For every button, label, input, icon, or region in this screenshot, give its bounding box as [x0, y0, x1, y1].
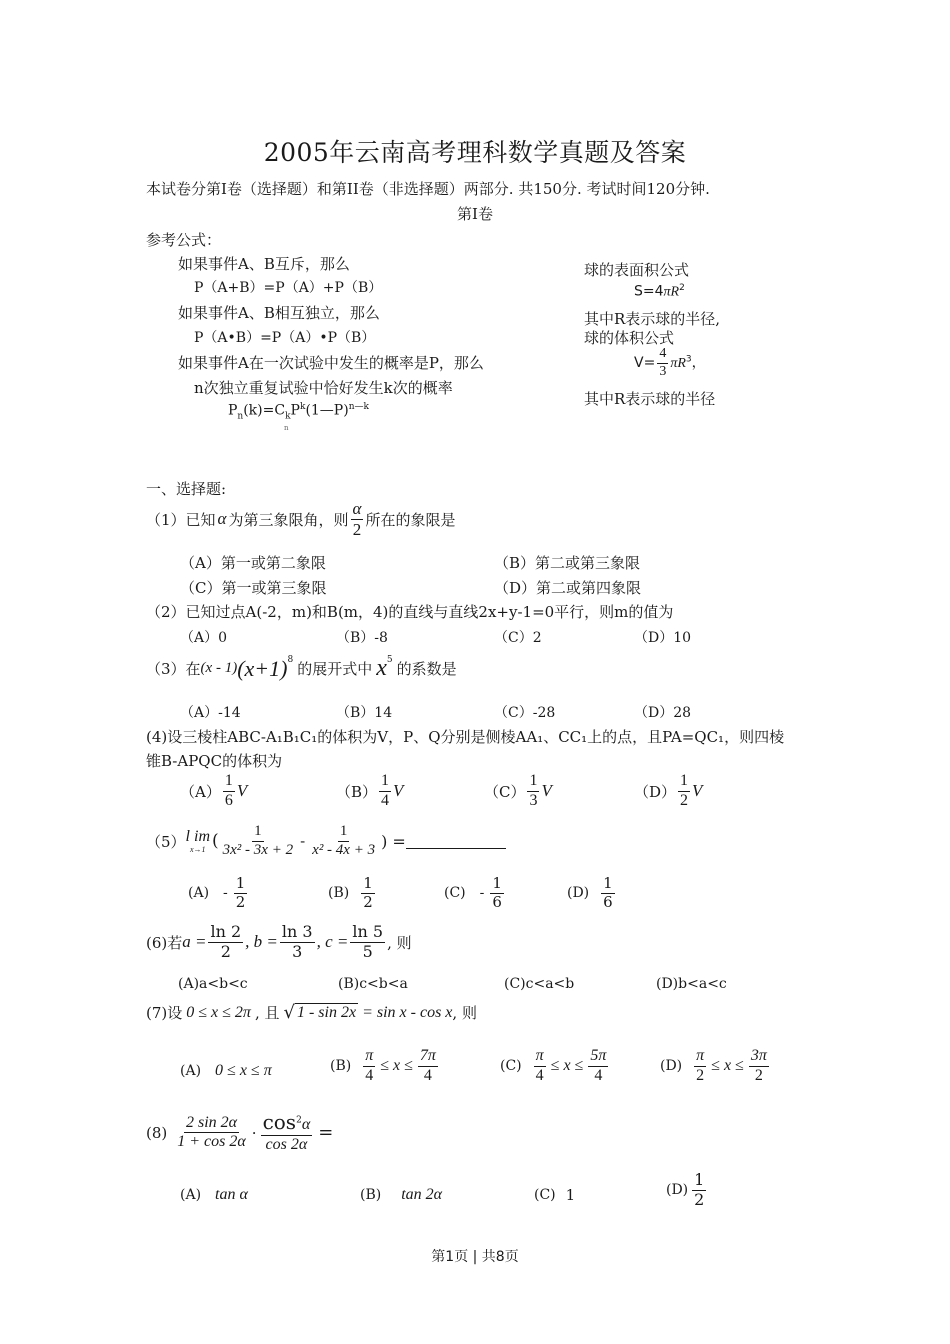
- binomial-nk: n—k: [348, 402, 369, 412]
- q4-option-b[interactable]: [336, 773, 403, 810]
- q7-c-label: (C): [500, 1058, 522, 1075]
- q1-option-c[interactable]: （C）第一或第三象限: [180, 579, 327, 597]
- q7-tail: , 则: [452, 1004, 477, 1022]
- formula-line: 如果事件A在一次试验中发生的概率是P，那么: [178, 354, 484, 372]
- q7-eq: = sin x - cos x: [362, 1003, 453, 1021]
- q7-c-le: ≤ x ≤: [550, 1057, 584, 1075]
- q7-c-frac-1: $\frac{\pi}{4}$: [535, 1047, 544, 1084]
- page-title: 2005年云南高考理科数学真题及答案: [263, 138, 687, 167]
- formula-line: 如果事件A、B互斥，那么: [178, 255, 350, 273]
- radius-note-2: 其中R表示球的半径: [584, 390, 716, 408]
- q5-option-d[interactable]: [567, 876, 617, 911]
- q5-lim: l im: [185, 828, 210, 846]
- q1-option-d[interactable]: （D）第二或第四象限: [494, 579, 642, 597]
- q3-option-a[interactable]: （A）-14: [180, 705, 241, 721]
- q3-option-d[interactable]: （D）28: [634, 705, 692, 721]
- q5-close: ) =: [381, 831, 406, 851]
- q8-sq: 2: [296, 1115, 302, 1126]
- q7-range: 0 ≤ x ≤ 2π: [186, 1003, 251, 1021]
- q4-b-label: （B）: [336, 782, 378, 801]
- binomial-formula: [228, 402, 369, 421]
- q5-b-frac: $\frac{1}{2}$: [363, 874, 373, 911]
- q7-b-frac-1: $\frac{\pi}{4}$: [365, 1047, 374, 1084]
- q8-a-label: (A): [180, 1187, 202, 1203]
- volume-v: V=: [634, 355, 656, 372]
- q3-tail: 的系数是: [396, 660, 457, 678]
- q1-stem-b: 为第三象限角，则: [228, 510, 349, 529]
- q4-d-frac: $\frac{1}{2}$: [680, 772, 689, 809]
- q6-option-b[interactable]: (B)c<b<a: [338, 976, 408, 992]
- q7-d-frac-1: $\frac{\pi}{2}$: [696, 1047, 705, 1084]
- q8-frac-2-den: cos 2α: [265, 1135, 308, 1153]
- q8-frac-1: $\frac{2 \sin 2\alpha}{1 + \cos 2\alpha}$: [177, 1113, 246, 1151]
- binomial-k: (k)=C: [243, 402, 286, 419]
- q8-c-label: (C): [534, 1187, 556, 1203]
- q7-mid: , 且: [254, 1004, 280, 1022]
- q3-expr1: (x - 1): [200, 660, 238, 676]
- q3-expr2: (x+1): [237, 655, 288, 681]
- q7-b-frac-2: $\frac{7\pi}{4}$: [419, 1047, 436, 1084]
- q3-option-c[interactable]: （C）-28: [494, 705, 556, 721]
- q8-option-c[interactable]: [534, 1186, 575, 1204]
- question-6-stem: [146, 924, 412, 961]
- q4-option-a[interactable]: [180, 773, 247, 810]
- q5-answer-blank[interactable]: [406, 834, 506, 849]
- q5-lead: （5）: [146, 832, 186, 851]
- q5-minus: -: [300, 832, 306, 851]
- q2-option-b[interactable]: （B）-8: [336, 630, 388, 646]
- q3-option-b[interactable]: （B）14: [336, 705, 393, 721]
- q6-tail: , 则: [387, 933, 412, 952]
- q8-option-b[interactable]: [360, 1186, 442, 1204]
- q4-c-frac: $\frac{1}{3}$: [529, 772, 538, 809]
- binomial-pp: P: [290, 402, 300, 419]
- q4-d-label: （D）: [634, 782, 677, 801]
- q7-c-frac-2: $\frac{5\pi}{4}$: [590, 1047, 607, 1084]
- q7-d-le: ≤ x ≤: [711, 1057, 744, 1075]
- q3-x: x: [376, 655, 387, 681]
- q8-d-frac: $\frac{1}{2}$: [694, 1170, 705, 1209]
- question-3-stem: [146, 655, 457, 682]
- question-2-stem: （2）已知过点A(-2，m)和B(m，4)的直线与直线2x+y-1=0平行，则m的值为: [146, 603, 674, 621]
- binomial-p: P: [228, 402, 238, 419]
- q6-b-frac: $\frac{\ln 3}{3}$: [281, 922, 313, 961]
- q6-c-frac: $\frac{\ln 5}{5}$: [352, 922, 384, 961]
- q8-a-value: tan α: [215, 1186, 248, 1203]
- q1-alpha: α: [217, 509, 227, 529]
- q7-option-b[interactable]: [330, 1048, 440, 1085]
- page-footer: 第1页 | 共8页: [431, 1249, 519, 1265]
- q8-option-a[interactable]: [180, 1186, 248, 1204]
- q5-d-frac: $\frac{1}{6}$: [603, 874, 613, 911]
- q4-c-v: V: [541, 781, 552, 801]
- q5-frac-2: $\frac{1}{\text{x² - 4x + 3}}$: [312, 823, 376, 858]
- q7-lead: (7)设: [146, 1004, 183, 1022]
- q5-a-label: (A): [188, 885, 210, 902]
- q7-a-label: (A): [180, 1063, 202, 1079]
- q7-b-le: ≤ x ≤: [380, 1057, 413, 1075]
- q6-c: , c =: [316, 932, 349, 952]
- q2-option-d[interactable]: （D）10: [634, 630, 692, 646]
- q4-a-frac: $\frac{1}{6}$: [224, 772, 233, 809]
- question-8-stem: [146, 1112, 333, 1154]
- question-7-stem: [146, 1002, 477, 1023]
- q4-c-label: （C）: [484, 782, 526, 801]
- q8-frac-2-num: [261, 1112, 313, 1136]
- q6-lead: (6)若: [146, 933, 183, 952]
- exam-intro: 本试卷分第Ⅰ卷（选择题）和第II卷（非选择题）两部分. 共150分. 考试时间120分钟.: [146, 180, 710, 198]
- q5-b-label: (B): [328, 885, 350, 902]
- binomial-kk: k: [285, 411, 291, 422]
- q8-lead: (8): [146, 1123, 168, 1142]
- question-4-stem-2: 锥B-APQC的体积为: [146, 752, 283, 770]
- q1-stem-a: （1）已知: [146, 510, 216, 529]
- surface-formula: [634, 283, 685, 301]
- radius-note: 其中R表示球的半径,: [584, 310, 721, 328]
- q4-d-v: V: [692, 781, 703, 801]
- q7-option-c[interactable]: [500, 1048, 610, 1085]
- q8-option-d[interactable]: [666, 1172, 708, 1209]
- q4-a-v: V: [236, 781, 248, 801]
- section-heading: 一、选择题:: [146, 480, 227, 498]
- q8-c-value: 1: [565, 1186, 576, 1204]
- q3-mid: 的展开式中: [297, 660, 373, 678]
- surface-s: S=4: [634, 283, 664, 300]
- q8-cos: cos: [262, 1110, 297, 1134]
- q1-fraction: $\frac{\alpha}{2}$: [352, 499, 362, 539]
- q3-lead: （3）在: [146, 660, 201, 678]
- q5-open: (: [212, 831, 219, 852]
- q5-d-label: (D): [567, 885, 590, 902]
- question-4-stem-1: (4)设三棱柱ABC-A₁B₁C₁的体积为V，P、Q分别是侧棱AA₁、CC₁上的点，且PA=QC₁，则四棱: [146, 728, 785, 746]
- q5-a-neg: -: [223, 885, 228, 902]
- q8-d-label: (D): [666, 1182, 689, 1199]
- binomial-rest: (1—P): [305, 402, 349, 419]
- q4-option-d[interactable]: [634, 773, 702, 810]
- q5-c-frac: $\frac{1}{6}$: [492, 874, 502, 911]
- q5-c-neg: -: [479, 885, 485, 902]
- q5-option-a[interactable]: [188, 876, 249, 911]
- q4-b-v: V: [393, 781, 404, 801]
- q6-option-d[interactable]: (D)b<a<c: [656, 976, 727, 992]
- q7-a-expr: 0 ≤ x ≤ π: [215, 1062, 272, 1079]
- formula-line: n次独立重复试验中恰好发生k次的概率: [194, 379, 453, 397]
- q2-option-a[interactable]: （A）0: [180, 630, 228, 646]
- q8-b-value: tan 2α: [401, 1186, 443, 1203]
- q8-b-label: (B): [360, 1187, 382, 1203]
- q4-option-c[interactable]: [484, 773, 552, 810]
- q6-b: , b =: [245, 932, 278, 952]
- q6-a-frac: $\frac{\ln 2}{2}$: [210, 922, 242, 961]
- q8-frac-2: [261, 1112, 313, 1154]
- q5-frac-1: $\frac{1}{\text{3x² - 3x + 2}}$: [222, 823, 294, 858]
- q3-exp: 8: [287, 655, 294, 665]
- q1-stem-c: 所在的象限是: [365, 510, 456, 529]
- binomial-exp: k: [299, 402, 306, 412]
- q5-limit: [186, 828, 210, 854]
- formula-line: 如果事件A、B相互独立，那么: [178, 304, 380, 322]
- volume-title: 球的体积公式: [584, 329, 675, 347]
- q5-lim-sub: x→1: [189, 845, 206, 855]
- surface-title: 球的表面积公式: [584, 261, 690, 279]
- q1-option-a[interactable]: （A）第一或第二象限: [180, 554, 326, 572]
- volume-fraction: $\frac{4}{3}$: [659, 346, 667, 379]
- volume-formula: [634, 347, 706, 379]
- q6-option-a[interactable]: (A)a<b<c: [178, 976, 248, 992]
- q3-x-exp: 5: [386, 655, 393, 665]
- q6-option-c[interactable]: (C)c<a<b: [504, 976, 575, 992]
- q2-option-c[interactable]: （C）2: [494, 630, 542, 646]
- volume-heading: 第Ⅰ卷: [457, 205, 493, 223]
- formulas-heading: 参考公式：: [146, 231, 222, 249]
- formula-line: P（A+B）=P（A）+P（B）: [194, 280, 383, 296]
- q7-d-label: (D): [660, 1058, 683, 1075]
- q5-option-b[interactable]: [328, 876, 377, 911]
- volume-cube: 3: [685, 354, 692, 365]
- question-5-stem: [146, 824, 506, 859]
- volume-comma: ，: [691, 355, 706, 372]
- q7-option-d[interactable]: [660, 1048, 771, 1085]
- q7-root: 1 - sin 2x: [296, 1004, 357, 1021]
- q6-a: a =: [182, 932, 207, 952]
- q7-d-frac-2: $\frac{3\pi}{2}$: [750, 1047, 767, 1084]
- q8-alpha: α: [301, 1116, 311, 1133]
- q8-eq: =: [318, 1122, 334, 1144]
- q1-option-b[interactable]: （B）第二或第三象限: [494, 554, 641, 572]
- q4-b-frac: $\frac{1}{4}$: [381, 772, 390, 809]
- q5-a-frac: $\frac{1}{2}$: [235, 874, 246, 911]
- surface-pir: πR: [663, 284, 680, 300]
- q8-dot: ·: [251, 1123, 257, 1142]
- formula-line: P（A•B）=P（A）•P（B）: [194, 330, 376, 346]
- radical-icon: √: [283, 1002, 295, 1023]
- binomial-under: n: [284, 424, 289, 432]
- q5-c-label: (C): [444, 885, 466, 902]
- q5-option-c[interactable]: [444, 876, 506, 911]
- question-1-stem: [146, 500, 455, 539]
- volume-pir: πR: [670, 356, 686, 372]
- q7-b-label: (B): [330, 1058, 352, 1075]
- surface-sq: 2: [679, 283, 685, 293]
- q7-option-a[interactable]: [180, 1062, 272, 1080]
- q4-a-label: （A）: [180, 782, 221, 801]
- binomial-n: n: [237, 411, 244, 422]
